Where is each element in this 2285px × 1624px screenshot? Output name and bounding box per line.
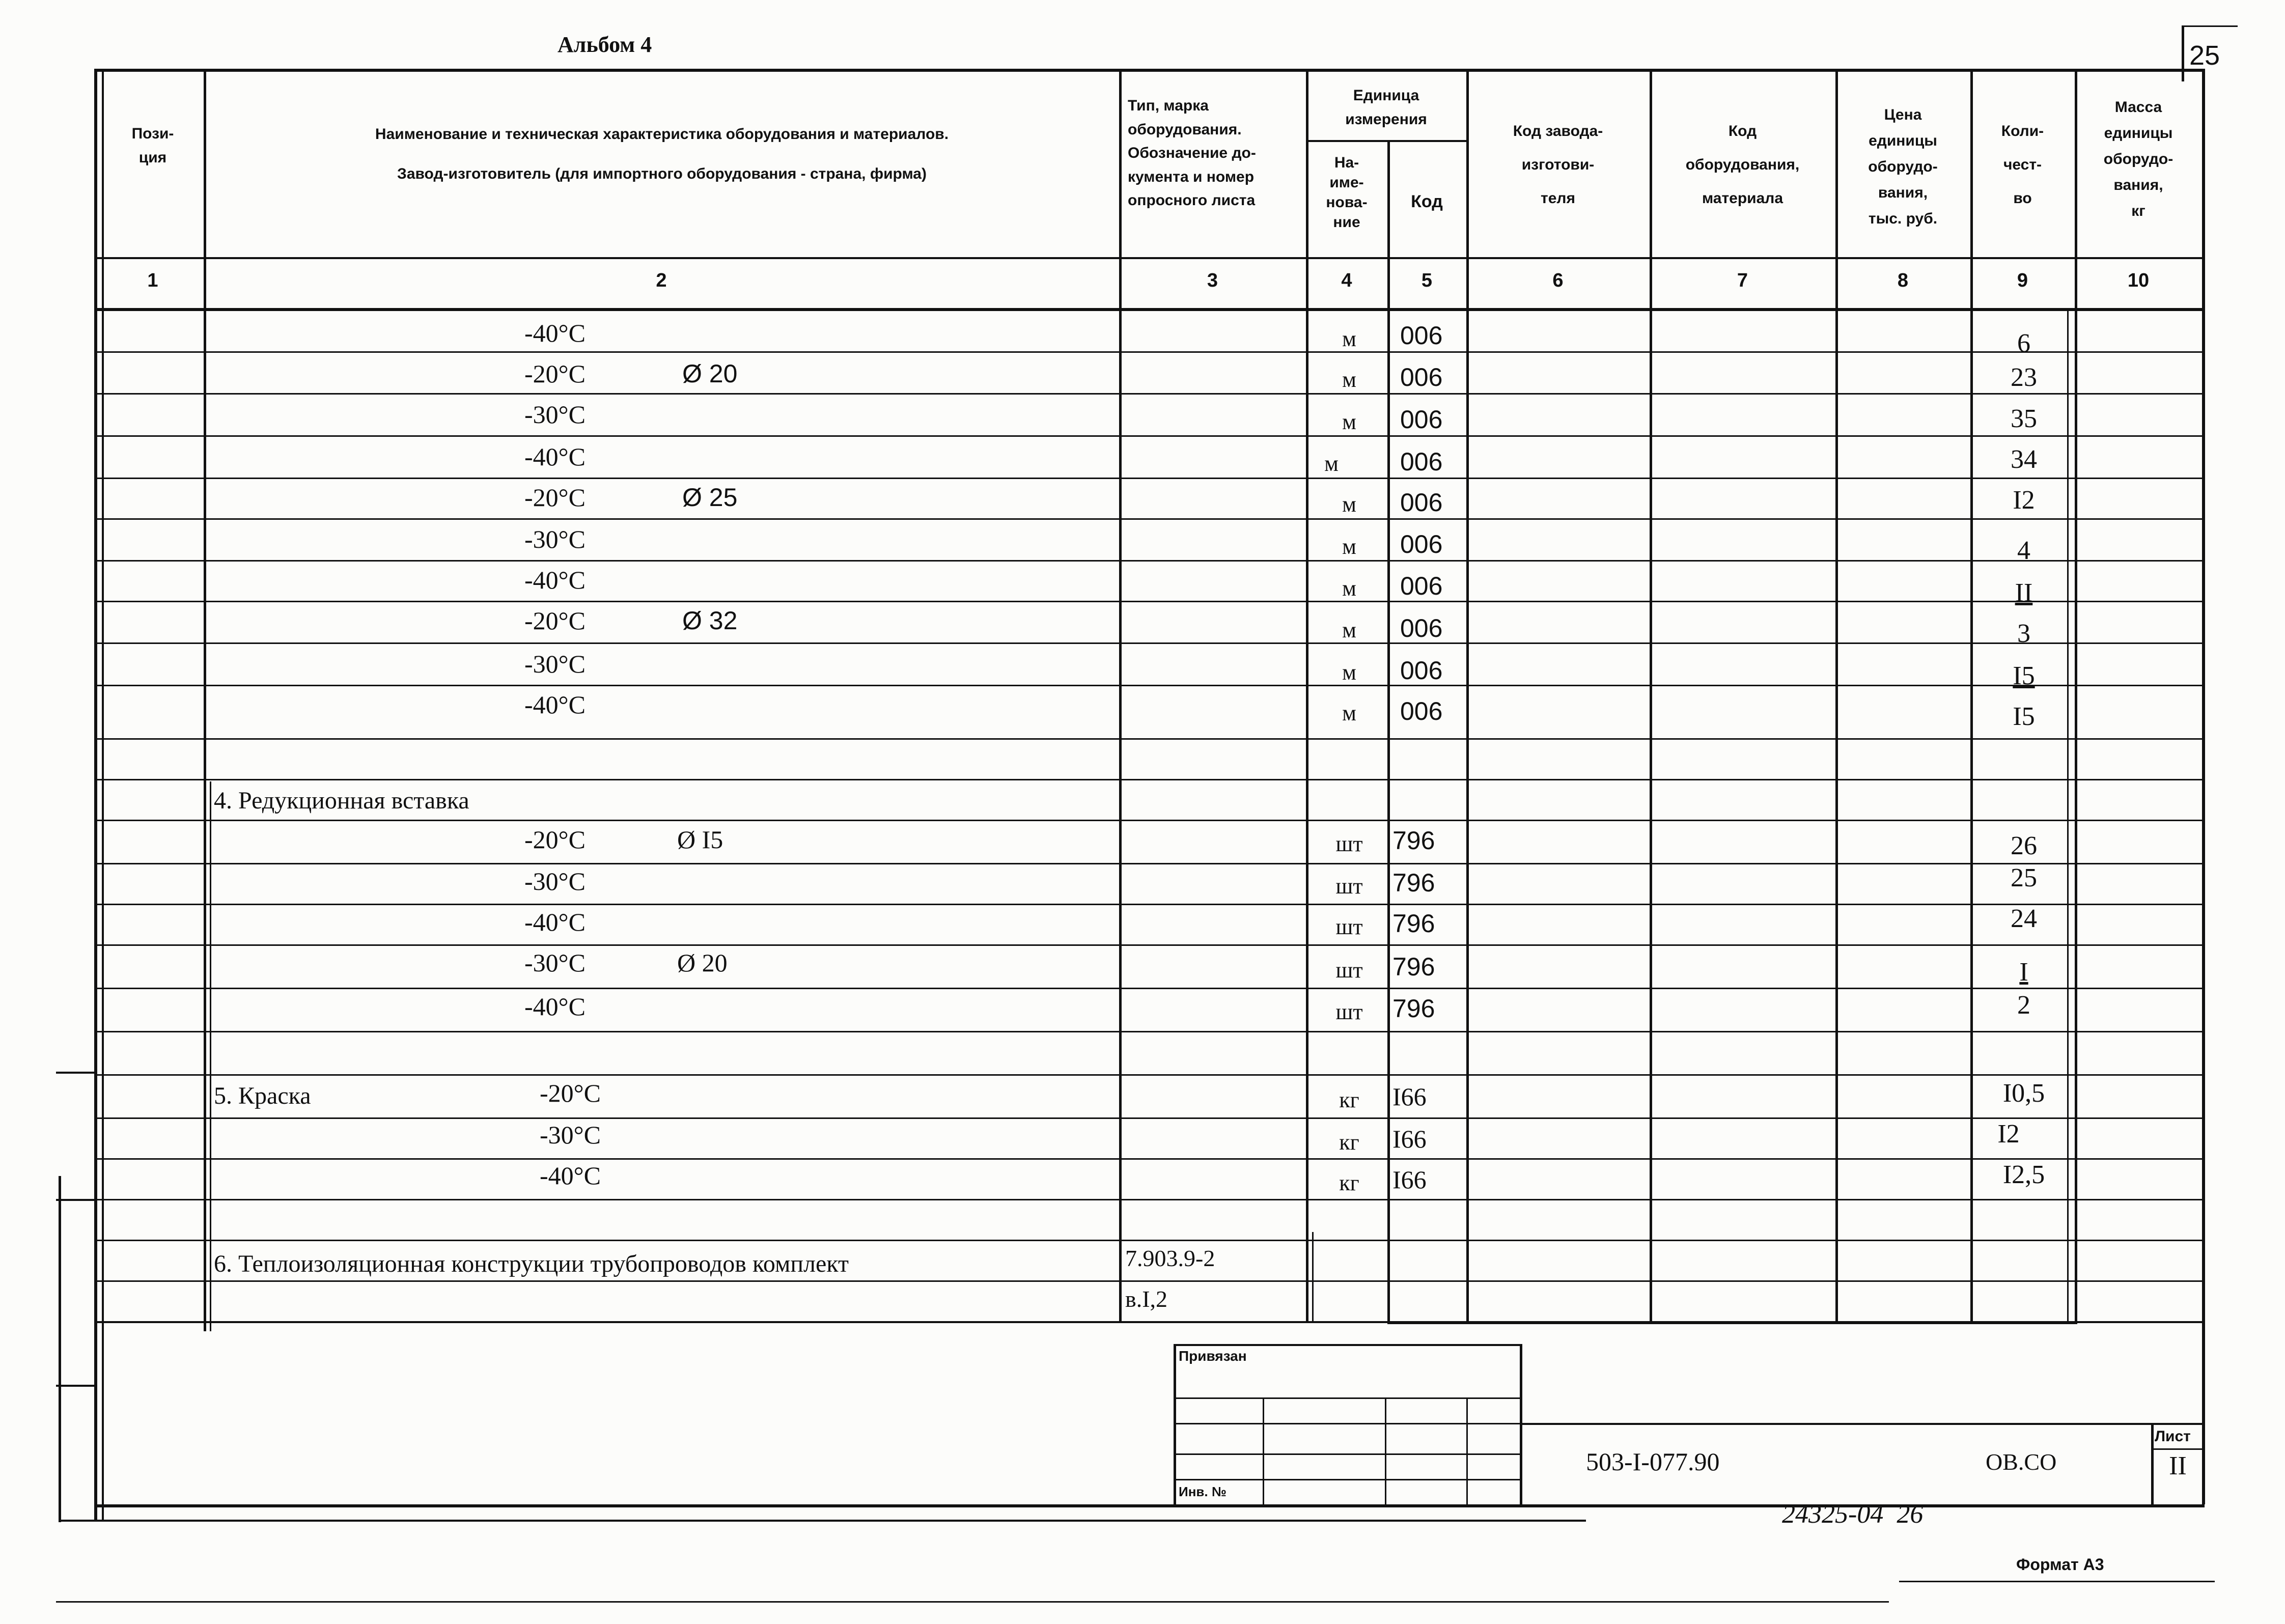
section-5-title: 5. Краска <box>214 1082 311 1109</box>
row-7-qty: II <box>2015 578 2033 607</box>
col-number-1: 1 <box>147 270 158 291</box>
s4-row-1-unit: шт <box>1335 831 1363 856</box>
row-2-code: 006 <box>1400 363 1443 391</box>
stamp-inv-label: Инв. № <box>1179 1484 1227 1499</box>
row-6-code: 006 <box>1400 530 1443 558</box>
row-1-temp: -40°С <box>524 319 586 347</box>
section-6-doc-1: 7.903.9-2 <box>1125 1245 1215 1271</box>
row-8-temp: -20°С <box>524 606 586 635</box>
row-10-unit: м <box>1342 701 1356 725</box>
s4-row-1-diameter: Ø I5 <box>677 825 723 854</box>
s4-row-1-temp: -20°С <box>524 825 586 854</box>
row-4-temp: -40°С <box>524 442 586 471</box>
col-number-10: 10 <box>2127 270 2150 291</box>
s4-row-5-code: 796 <box>1392 994 1435 1023</box>
row-6-qty: 4 <box>2017 536 2030 565</box>
s5-row-1-qty: I0,5 <box>2002 1079 2045 1108</box>
col-number-5: 5 <box>1421 270 1433 291</box>
s4-row-3-unit: шт <box>1335 914 1363 939</box>
row-3-temp: -30°С <box>524 400 586 429</box>
row-3-code: 006 <box>1400 405 1443 434</box>
row-6-unit: м <box>1342 534 1356 559</box>
row-9-temp: -30°С <box>524 650 586 678</box>
row-8-code: 006 <box>1400 614 1443 642</box>
s4-row-5-unit: шт <box>1335 999 1363 1024</box>
header-quantity: Коли- чест- во <box>2001 123 2044 207</box>
row-2-diameter: Ø 20 <box>682 359 738 388</box>
row-10-qty: I5 <box>2013 702 2035 731</box>
header-unit-code: Код <box>1411 192 1443 211</box>
row-3-unit: м <box>1342 409 1356 434</box>
col-number-7: 7 <box>1737 270 1748 291</box>
s5-row-3-temp: -40°С <box>540 1161 601 1190</box>
s4-row-4-temp: -30°С <box>524 948 586 977</box>
header-factory-code: Код завода- изготови- теля <box>1513 123 1603 207</box>
section-6-title: 6. Теплоизоляционная конструкции трубопроводов комплект <box>214 1250 849 1277</box>
row-4-unit: м <box>1324 451 1339 476</box>
row-6-temp: -30°С <box>524 525 586 553</box>
row-5-code: 006 <box>1400 488 1443 517</box>
s5-row-1-temp: -20°С <box>540 1079 601 1107</box>
s4-row-4-diameter: Ø 20 <box>677 948 728 977</box>
s4-row-2-code: 796 <box>1392 869 1435 897</box>
s5-row-3-code: I66 <box>1392 1165 1427 1194</box>
col-number-2: 2 <box>656 270 667 291</box>
header-mass: Масса единицы оборудо- вания, кг <box>2103 99 2173 219</box>
s4-row-5-qty: 2 <box>2017 991 2030 1020</box>
sheet-label: Лист <box>2155 1428 2191 1445</box>
header-unit-name: На- име- нова- ние <box>1326 154 1368 231</box>
row-5-diameter: Ø 25 <box>682 483 738 512</box>
s5-row-1-code: I66 <box>1392 1082 1427 1111</box>
col-number-9: 9 <box>2017 270 2028 291</box>
row-5-qty: I2 <box>2013 486 2035 515</box>
row-9-unit: м <box>1342 660 1356 685</box>
header-unit-group: Единица измерения <box>1345 87 1427 128</box>
s4-row-4-qty: I <box>2019 958 2028 987</box>
row-9-qty: I5 <box>2013 661 2035 690</box>
col-number-3: 3 <box>1207 270 1218 291</box>
section-4-title: 4. Редукционная вставка <box>214 787 469 814</box>
row-5-temp: -20°С <box>524 483 586 512</box>
s5-row-2-temp: -30°С <box>540 1121 601 1149</box>
s4-row-3-code: 796 <box>1392 909 1435 938</box>
col-number-4: 4 <box>1341 270 1352 291</box>
row-4-qty: 34 <box>2011 445 2037 474</box>
s5-row-3-unit: кг <box>1339 1170 1359 1195</box>
document-code: 503-I-077.90 <box>1586 1447 1720 1476</box>
row-10-code: 006 <box>1400 697 1443 725</box>
s4-row-3-qty: 24 <box>2011 904 2037 933</box>
row-8-unit: м <box>1342 618 1356 642</box>
row-2-unit: м <box>1342 367 1356 392</box>
s4-row-5-temp: -40°С <box>524 992 586 1021</box>
header-name: Наименование и техническая характеристика оборудования и материалов. Завод-изготовитель (для импортного оборудования - страна, фирма) <box>375 126 949 182</box>
row-7-code: 006 <box>1400 572 1443 600</box>
col-number-6: 6 <box>1552 270 1564 291</box>
row-8-diameter: Ø 32 <box>682 606 738 635</box>
s4-row-3-temp: -40°С <box>524 908 586 936</box>
handwritten-number: 24325-04 26 <box>1782 1500 1924 1529</box>
s4-row-2-unit: шт <box>1335 874 1363 899</box>
col-number-8: 8 <box>1897 270 1909 291</box>
header-position: Пози- ция <box>131 125 174 166</box>
header-price: Цена единицы оборудо- вания, тыс. руб. <box>1868 106 1938 227</box>
row-3-qty: 35 <box>2011 404 2037 433</box>
row-10-temp: -40°С <box>524 690 586 719</box>
album-title: Альбом 4 <box>558 32 652 57</box>
row-8-qty: 3 <box>2017 619 2030 648</box>
s5-row-2-qty: I2 <box>1997 1119 2020 1149</box>
header-material-code: Код оборудования, материала <box>1685 123 1800 207</box>
row-9-code: 006 <box>1400 656 1443 685</box>
s4-row-4-unit: шт <box>1335 958 1363 983</box>
format-label: Формат А3 <box>2016 1555 2104 1574</box>
row-7-temp: -40°С <box>524 566 586 594</box>
s5-row-3-qty: I2,5 <box>2002 1160 2045 1189</box>
row-2-temp: -20°С <box>524 359 586 388</box>
section-6-doc-2: в.I,2 <box>1125 1286 1168 1312</box>
header-type: Тип, марка оборудования. Обозначение до- кумента и номер опросного листа <box>1128 97 1256 209</box>
row-1-code: 006 <box>1400 321 1443 350</box>
row-7-unit: м <box>1342 576 1356 601</box>
page-number: 25 <box>2189 40 2220 71</box>
row-1-qty: 6 <box>2017 329 2030 358</box>
s4-row-2-temp: -30°С <box>524 867 586 895</box>
row-2-qty: 23 <box>2011 363 2037 392</box>
row-5-unit: м <box>1342 492 1356 517</box>
s5-row-2-code: I66 <box>1392 1125 1427 1153</box>
s5-row-2-unit: кг <box>1339 1130 1359 1155</box>
row-1-unit: м <box>1342 326 1356 351</box>
s4-row-2-qty: 25 <box>2011 863 2037 892</box>
sheet-code: ОВ.СО <box>1986 1449 2057 1475</box>
s4-row-1-code: 796 <box>1392 826 1435 855</box>
stamp-attached-label: Привязан <box>1179 1348 1247 1364</box>
s5-row-1-unit: кг <box>1339 1087 1359 1112</box>
sheet-number: II <box>2169 1451 2187 1480</box>
row-4-code: 006 <box>1400 447 1443 476</box>
s4-row-1-qty: 26 <box>2011 831 2037 860</box>
s4-row-4-code: 796 <box>1392 953 1435 981</box>
